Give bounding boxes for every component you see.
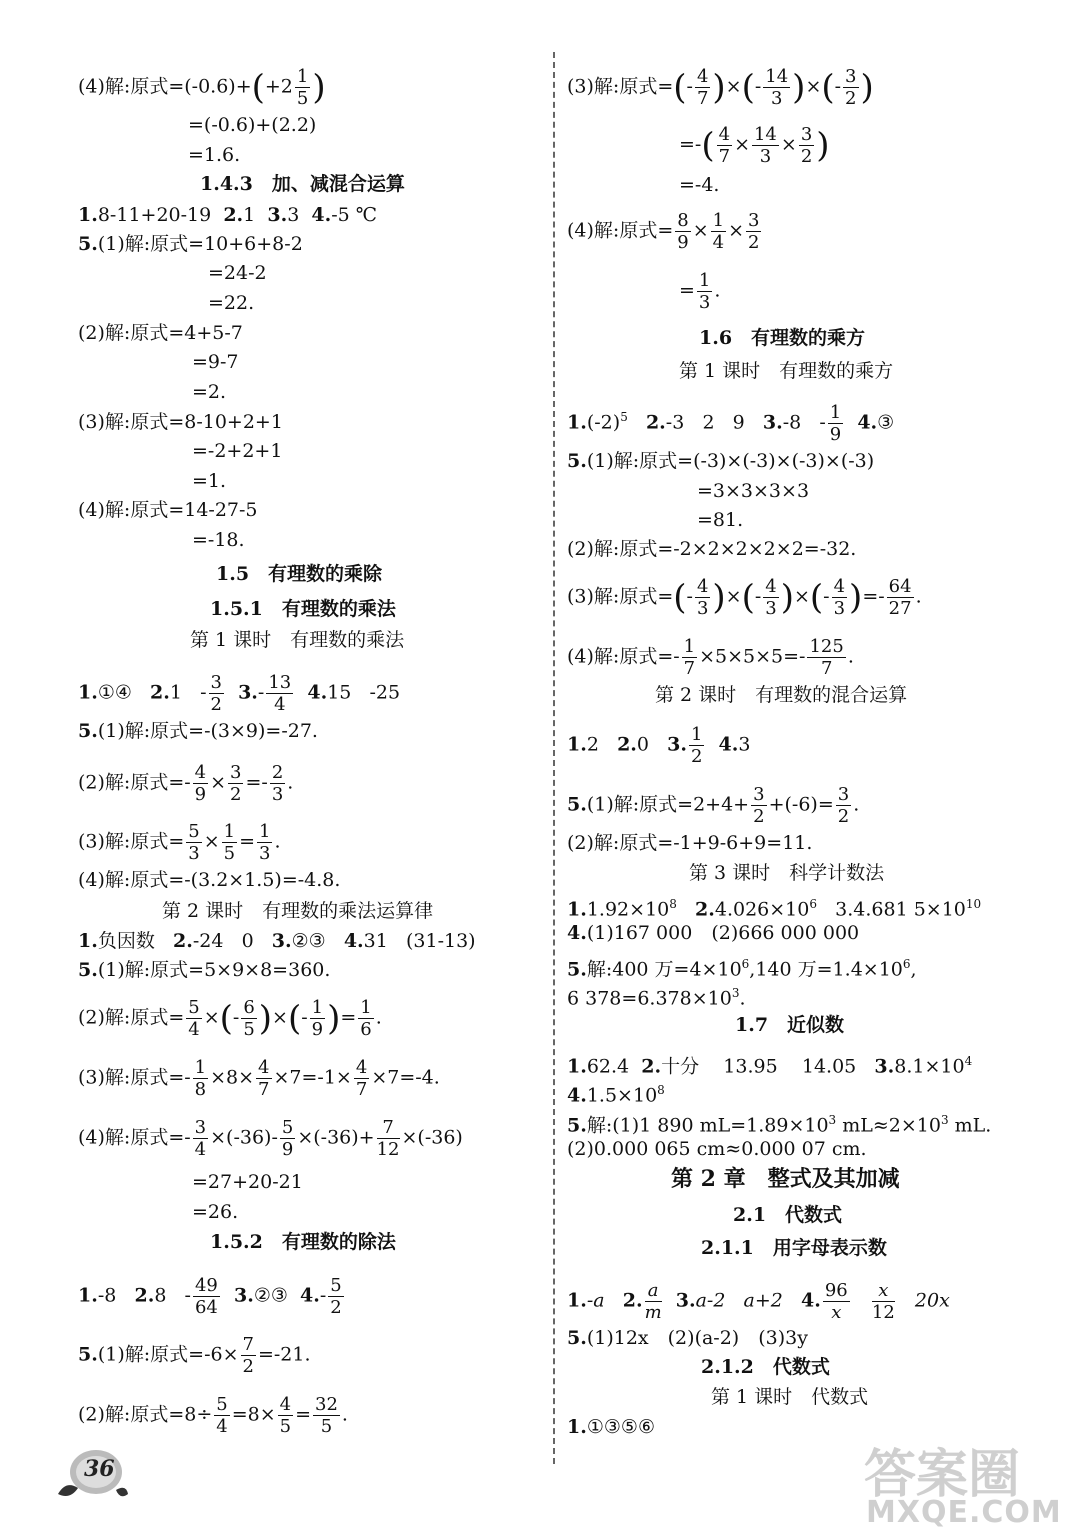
line-r2: =-( $\frac{4}{7}$ × $\frac{14}{3}$ × $\frac{3}{2}$ ) <box>679 124 830 167</box>
line-k63b: 4.(1)167 000 (2)666 000 000 <box>567 922 860 944</box>
lesson-2-title: 第 2 课时 有理数的乘法运算律 <box>162 900 434 922</box>
line-k2-5-4c: =26. <box>192 1201 239 1223</box>
line-k61-5-1c: =81. <box>697 509 744 531</box>
heading-2-1: 2.1 代数式 <box>733 1204 843 1226</box>
heading-1-6: 1.6 有理数的乘方 <box>699 327 866 349</box>
line-k7b: $4.1.5\times 10^8$ <box>567 1083 665 1107</box>
line-r1: (3)解:原式=(- $\frac{4}{7}$ )×(- $\frac{14}{3}$ )×(- $\frac{3}{2}$ ) <box>567 66 874 109</box>
heading-1-5-2: 1.5.2 有理数的除法 <box>210 1231 396 1253</box>
answers-1-5-2: 1.-8 2.8 - $\frac{49}{64}$ 3.②③ 4.- $\frac{5}{2}$ <box>78 1275 342 1318</box>
watermark <box>858 1428 1068 1534</box>
lesson-6-2-title: 第 2 课时 有理数的混合运算 <box>655 684 908 706</box>
answers-6-3: $1.1.92\times 10^8$ $2.4.026\times 10^6$ 3.4.681 $5\times 10^{10}$ <box>567 897 982 921</box>
heading-1-5-1: 1.5.1 有理数的乘法 <box>210 598 396 620</box>
line-k61-5-3: (3)解:原式=(- $\frac{4}{3}$ )×(- $\frac{4}{3}$ )×(- $\frac{4}{3}$ )=- $\frac{64}{27}$ . <box>567 576 922 619</box>
line-p5-2c: =2. <box>192 381 227 403</box>
line-k2-5-4: (4)解:原式=- $\frac{3}{4}$ ×(-36)- $\frac{5}{9}$ ×(-36)+ $\frac{7}{12}$ ×(-36) <box>78 1117 463 1160</box>
line-p5-1b: =24-2 <box>208 262 267 284</box>
column-divider <box>553 52 555 1464</box>
line-p5-1a: 5.(1)解:原式=10+6+8-2 <box>78 233 303 255</box>
heading-1-5: 1.5 有理数的乘除 <box>216 563 383 585</box>
line-d5-2: (2)解:原式=8÷ $\frac{5}{4}$ =8× $\frac{4}{5}$ = $\frac{32}{5}$ . <box>78 1394 348 1437</box>
line-k2-5-2: (2)解:原式= $\frac{5}{4}$ ×(- $\frac{6}{5}$ )×(- $\frac{1}{9}$ )= $\frac{1}{6}$ . <box>78 997 382 1040</box>
line-p5-2a: (2)解:原式=4+5-7 <box>78 322 243 344</box>
line-p5-1c: =22. <box>208 292 255 314</box>
line-k61-5-1b: =3×3×3×3 <box>697 480 810 502</box>
heading-2-1-1: 2.1.1 用字母表示数 <box>701 1237 887 1259</box>
heading-1-4-3: 1.4.3 加、减混合运算 <box>200 173 405 195</box>
line-r3: =-4. <box>679 174 720 196</box>
answers-6-1: $1.(-2)^5$ 2.-3 2 9 3.-8 - $\frac{1}{9}$ 4.③ <box>567 402 895 445</box>
line-k1-5-4: (4)解:原式=-(3.2×1.5)=-4.8. <box>78 869 341 891</box>
line-k61-5-2: (2)解:原式=-2×2×2×2×2=-32. <box>567 538 857 560</box>
line-k61-5-1a: 5.(1)解:原式=(-3)×(-3)×(-3)×(-3) <box>567 450 875 472</box>
line-l1: (4)解:原式=(-0.6)+(+2 $\frac{1}{5}$ ) <box>78 66 326 109</box>
line-k2-5-1: 5.(1)解:原式=5×9×8=360. <box>78 959 331 981</box>
page-number: 36 <box>84 1456 115 1482</box>
page-number-badge <box>52 1444 130 1502</box>
line-k7d: (2)0.000 065 cm≈0.000 07 cm. <box>567 1138 867 1160</box>
line-p5-4b: =-18. <box>192 529 245 551</box>
watermark-cn: 答案圈 <box>864 1445 1021 1505</box>
line-k63c: 5.解:400 万$=4\times 10^6,140$ 万$=1.4\times 10^6$, <box>567 957 917 981</box>
answers-2-1-1: 1.-a 2. $\frac{a}{m}$ 3.a-2 a+2 4. $\frac{96}{x}$ $\frac{x}{12}$ 20x <box>567 1280 950 1323</box>
heading-1-7: 1.7 近似数 <box>735 1014 845 1036</box>
answers-6-2: 1.2 2.0 3. $\frac{1}{2}$ 4.3 <box>567 724 751 767</box>
chapter-2-title: 第 2 章 整式及其加减 <box>671 1166 900 1192</box>
lesson-6-3-title: 第 3 课时 科学计数法 <box>689 862 885 884</box>
line-k2-5-3: (3)解:原式=- $\frac{1}{8}$ ×8× $\frac{4}{7}$ ×7=-1× $\frac{4}{7}$ ×7=-4. <box>78 1057 440 1100</box>
line-d5-1: 5.(1)解:原式=-6× $\frac{7}{2}$ =-21. <box>78 1334 311 1377</box>
line-k211b: 5.(1)12x (2)(a-2) (3)3y <box>567 1327 808 1349</box>
watermark-en: MXQE.COM <box>866 1495 1062 1530</box>
answers-1-4-3: 1.8-11+20-19 2.1 3.3 4.-5 ℃ <box>78 204 378 226</box>
line-p5-4a: (4)解:原式=14-27-5 <box>78 499 258 521</box>
lesson-2-1-2-title: 第 1 课时 代数式 <box>711 1386 869 1408</box>
line-k2-5-4b: =27+20-21 <box>192 1171 303 1193</box>
lesson-6-1-title: 第 1 课时 有理数的乘方 <box>679 360 894 382</box>
line-k63d: 6 $378=6.378\times 10^3$. <box>567 986 746 1010</box>
line-k7c: 5.解:(1)1 890 $mL=1.89\times 10^3$ $mL\approx 2\times 10^3$ mL. <box>567 1113 992 1137</box>
answers-lesson-1: 1.①④ 2.1 - $\frac{3}{2}$ 3.- $\frac{13}{4}$ 4.15 -25 <box>78 672 401 715</box>
heading-2-1-2: 2.1.2 代数式 <box>701 1356 830 1378</box>
line-r5: = $\frac{1}{3}$ . <box>679 270 721 313</box>
lesson-1-title: 第 1 课时 有理数的乘法 <box>190 629 405 651</box>
line-r4: (4)解:原式= $\frac{8}{9}$ × $\frac{1}{4}$ × $\frac{3}{2}$ <box>567 210 760 253</box>
line-p5-3b: =-2+2+1 <box>192 440 283 462</box>
line-k1-5-2: (2)解:原式=- $\frac{4}{9}$ × $\frac{3}{2}$ =- $\frac{2}{3}$ . <box>78 762 294 805</box>
line-p5-3c: =1. <box>192 470 227 492</box>
line-k62-5-1: 5.(1)解:原式=2+4+ $\frac{3}{2}$ +(-6)= $\frac{3}{2}$ . <box>567 784 860 827</box>
line-k62-5-2: (2)解:原式=-1+9-6+9=11. <box>567 832 813 854</box>
answers-2-1-2: 1.①③⑤⑥ <box>567 1416 655 1438</box>
line-p5-2b: =9-7 <box>192 351 239 373</box>
fraction: $\frac{1}{5}$ <box>296 66 309 109</box>
line-k1-5-3: (3)解:原式= $\frac{5}{3}$ × $\frac{1}{5}$ = $\frac{1}{3}$ . <box>78 821 281 864</box>
line-k1-5-1: 5.(1)解:原式=-(3×9)=-27. <box>78 720 318 742</box>
line-l2: =(-0.6)+(2.2) <box>188 114 317 136</box>
answers-lesson-2: 1.负因数 2.-24 0 3.②③ 4.31 (31-13) <box>78 930 476 952</box>
answers-1-7: 1.62.4 2.十分 13.95 14.05 $3.8.1\times 10^4$ <box>567 1054 973 1078</box>
line-l3: =1.6. <box>188 144 241 166</box>
line-k61-5-4: (4)解:原式=- $\frac{1}{7}$ ×5×5×5=- $\frac{125}{7}$ . <box>567 636 854 679</box>
line-p5-3a: (3)解:原式=8-10+2+1 <box>78 411 283 433</box>
